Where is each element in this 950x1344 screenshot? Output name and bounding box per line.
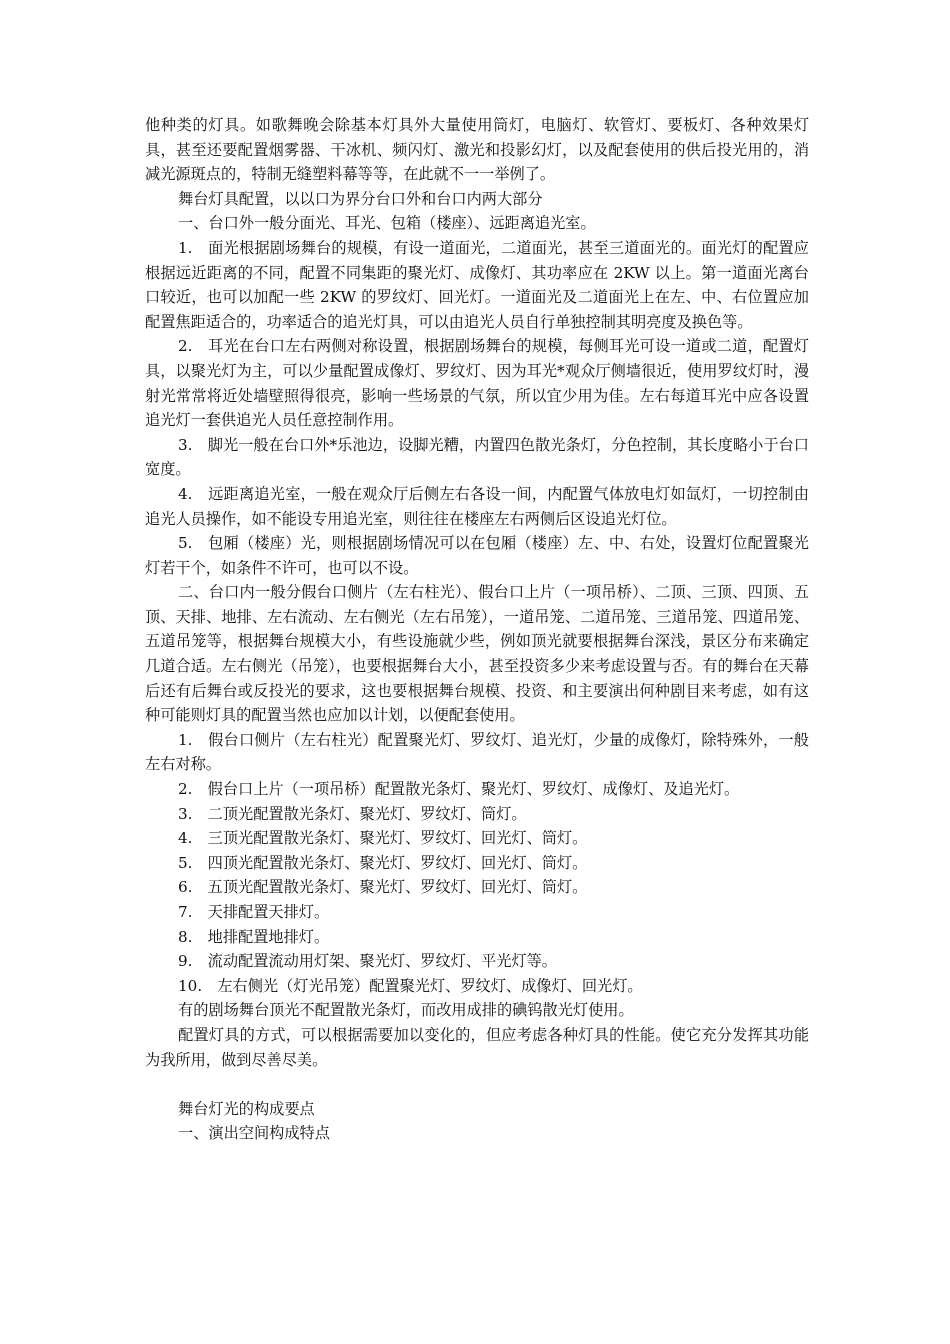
paragraph-config-summary: 配置灯具的方式，可以根据需要加以变化的，但应考虑各种灯具的性能。使它充分发挥其功能为我所用，做到尽善尽美。 xyxy=(145,1025,809,1069)
list-item-mobile: 9. 流动配置流动用灯架、聚光灯、罗纹灯、平光灯等。 xyxy=(178,952,557,971)
section-title: 舞台灯光的构成要点 xyxy=(178,1099,315,1118)
list-item-side-cage: 10. 左右侧光（灯光吊笼）配置聚光灯、罗纹灯、成像灯、回光灯。 xyxy=(178,976,643,995)
section-subtitle: 一、演出空间构成特点 xyxy=(178,1124,330,1143)
list-item-follow-spot-room: 4. 远距离追光室，一般在观众厅后侧左右各设一间，内配置气体放电灯如氙灯，一切控制由追光人员操作，如不能设专用追光室，则往往在楼座左右两侧后区设追光灯位。 xyxy=(145,484,809,528)
list-item-fifth-top: 6. 五顶光配置散光条灯、聚光灯、罗纹灯、回光灯、筒灯。 xyxy=(178,878,588,897)
list-item-false-proscenium-top: 2. 假台口上片（一项吊桥）配置散光条灯、聚光灯、罗纹灯、成像灯、及追光灯。 xyxy=(178,780,740,799)
list-item-second-top: 3. 二顶光配置散光条灯、聚光灯、罗纹灯、筒灯。 xyxy=(178,804,527,823)
list-item-box-light: 5. 包厢（楼座）光，则根据剧场情况可以在包厢（楼座）左、中、右处，设置灯位配置聚光灯若干个，如条件不许可，也可以不设。 xyxy=(145,534,809,577)
list-item-front-light: 1. 面光根据剧场舞台的规模，有设一道面光，二道面光，甚至三道面光的。面光灯的配置应根据远近距离的不同，配置不同集距的聚光灯、成像灯、其功率应在 2KW 以上。第一道面光离台口较近，也可以加配一些 2KW 的罗纹灯、回光灯。一道面光及二道面光上在左、中、右位置应加配置焦距适合的，功率适合的追光灯具，可以由追光人员自行单独控制其明亮度及换色等。 xyxy=(145,238,809,331)
list-item-side-light: 2. 耳光在台口左右两侧对称设置，根据剧场舞台的规模，每侧耳光可设一道或二道，配置灯具，以聚光灯为主，可以少量配置成像灯、罗纹灯、因为耳光*观众厅侧墙很近，使用罗纹灯时，漫射光常常将近处墙壁照得很亮，影响一些场景的气氛，所以宜少用为佳。左右每道耳光中应各设置追光灯一套供追光人员任意控制作用。 xyxy=(145,337,809,430)
paragraph-lighting-config-intro: 舞台灯具配置，以以口为界分台口外和台口内两大部分 xyxy=(178,189,543,208)
list-item-third-top: 4. 三顶光配置散光条灯、聚光灯、罗纹灯、回光灯、筒灯。 xyxy=(178,829,588,848)
list-item-footlight: 3. 脚光一般在台口外*乐池边，设脚光糟，内置四色散光条灯，分色控制，其长度略小于台口宽度。 xyxy=(145,435,809,479)
paragraph-continuation: 他种类的灯具。如歌舞晚会除基本灯具外大量使用筒灯，电脑灯、软管灯、要板灯、各种效果灯具，甚至还要配置烟雾器、干冰机、频闪灯、激光和投影幻灯，以及配套使用的供后投光用的，消减光源斑点的，特制无缝塑料幕等等，在此就不一一举例了。 xyxy=(145,116,809,184)
list-item-false-proscenium-side: 1. 假台口侧片（左右柱光）配置聚光灯、罗纹灯、追光灯，少量的成像灯，除特殊外，一般左右对称。 xyxy=(145,730,809,774)
paragraph-spacer xyxy=(145,1072,809,1097)
list-item-fourth-top: 5. 四顶光配置散光条灯、聚光灯、罗纹灯、回光灯、筒灯。 xyxy=(178,853,588,872)
paragraph-alternative-top-light: 有的剧场舞台顶光不配置散光条灯，而改用成排的碘钨散光灯使用。 xyxy=(178,1001,634,1020)
document-page xyxy=(145,113,809,1146)
heading-inside-proscenium: 二、台口内一般分假台口侧片（左右柱光）、假台口上片（一项吊桥）、二顶、三顶、四顶、五顶、天排、地排、左右流动、左右侧光（左右吊笼），一道吊笼、二道吊笼、三道吊笼、四道吊笼、五道吊笼等，根据舞台规模大小，有些设施就少些，例如顶光就要根据舞台深浅，景区分布来确定几道合适。左右侧光（吊笼），也要根据舞台大小，甚至投资多少来考虑设置与否。有的舞台在天幕后还有后舞台或反投光的要求，这也要根据舞台规模、投资、和主要演出何种剧目来考虑，如有这种可能则灯具的配置当然也应加以计划，以便配套使用。 xyxy=(145,583,809,725)
list-item-sky-row: 7. 天排配置天排灯。 xyxy=(178,903,330,921)
heading-outside-proscenium: 一、台口外一般分面光、耳光、包箱（楼座）、远距离追光室。 xyxy=(178,214,596,233)
list-item-ground-row: 8. 地排配置地排灯。 xyxy=(178,927,330,946)
